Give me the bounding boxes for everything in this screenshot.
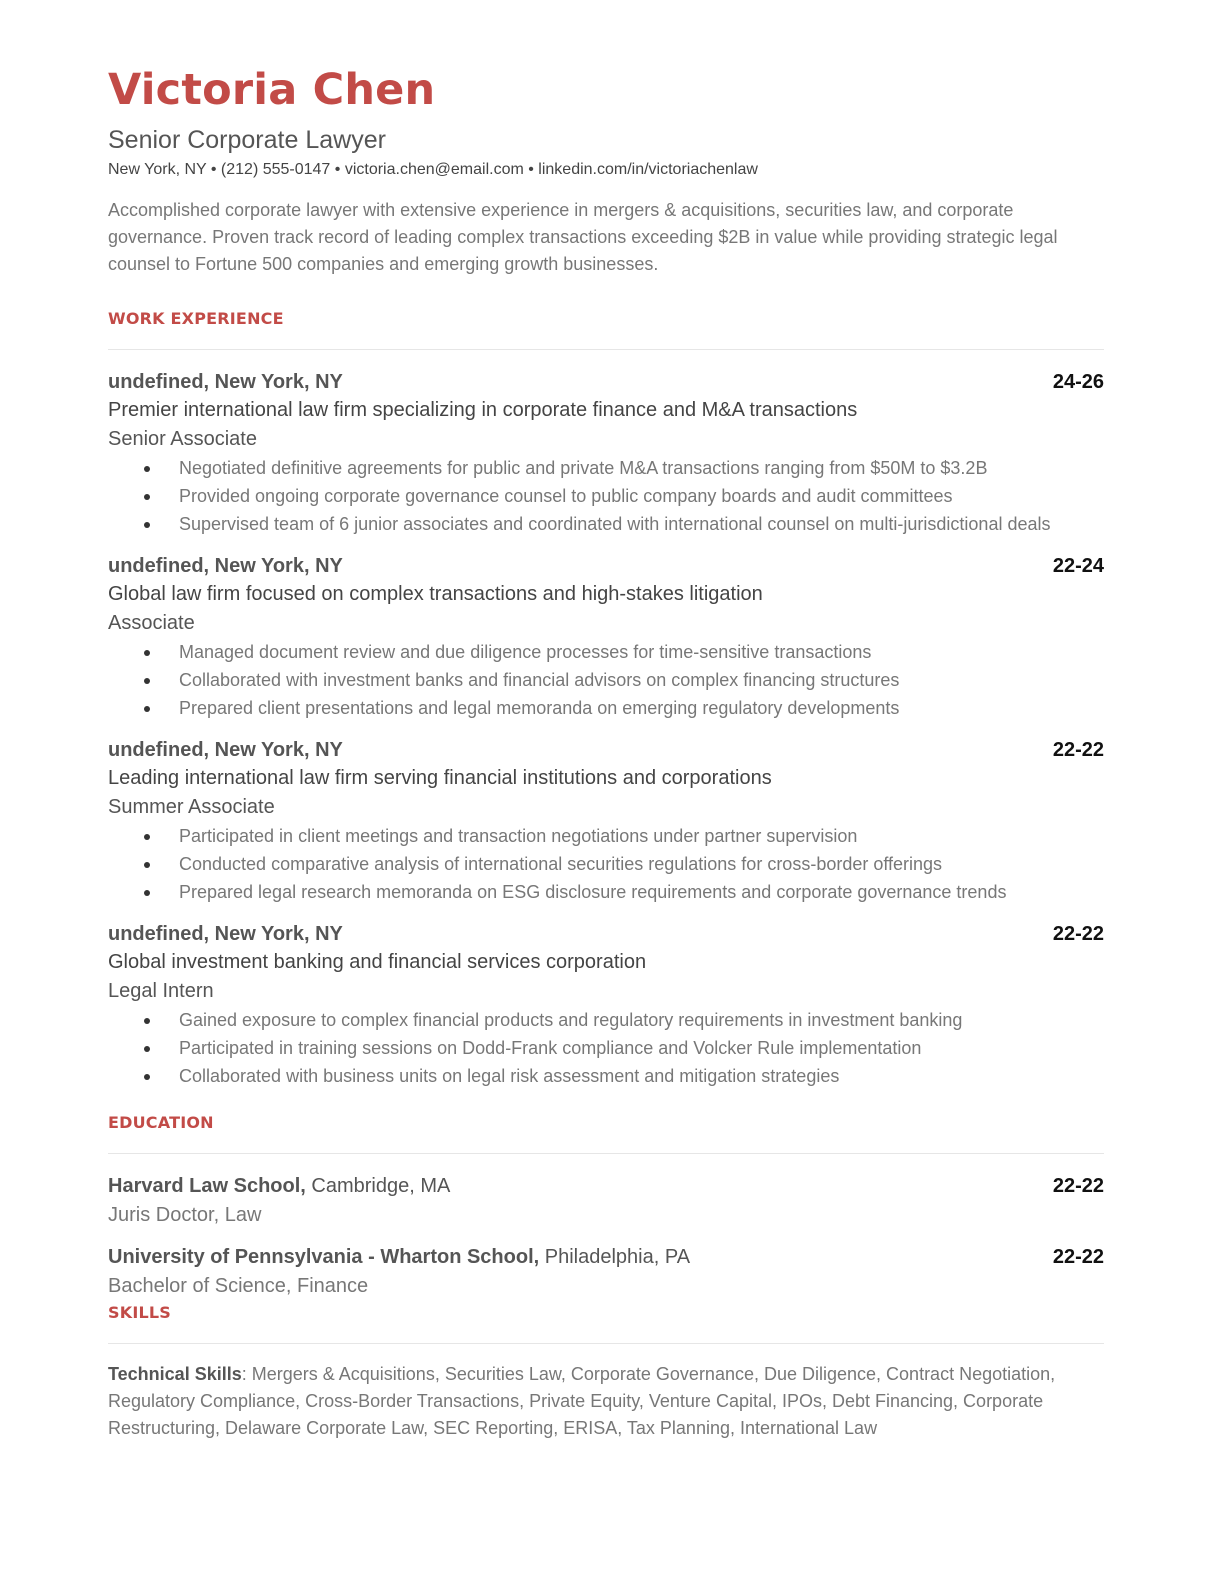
section-title-education: EDUCATION — [108, 1113, 214, 1132]
job-role: Senior Associate — [108, 428, 257, 450]
job-role: Associate — [108, 612, 195, 634]
job-dates: 22-24 — [1052, 555, 1104, 577]
job-company: undefined, New York, NY — [108, 371, 343, 393]
candidate-title: Senior Corporate Lawyer — [108, 126, 386, 154]
skills-label: Technical Skills — [108, 1364, 242, 1384]
section-divider — [108, 349, 1104, 350]
job-role: Legal Intern — [108, 980, 214, 1002]
job-entry — [108, 736, 1104, 906]
job-company: undefined, New York, NY — [108, 739, 343, 761]
job-bullets — [108, 823, 1104, 906]
summary: Accomplished corporate lawyer with extensive experience in mergers & acquisitions, securities law, and corporate governance. Proven track record of leading complex transactions exceeding $2B in value while providing strategic legal counsel to Fortune 500 companies and emerging growth businesses. — [108, 200, 1058, 274]
job-company: undefined, New York, NY — [108, 923, 343, 945]
list-item: Participated in client meetings and transaction negotiations under partner supervision — [179, 823, 1104, 850]
candidate-name: Victoria Chen — [108, 65, 436, 115]
education-dates: 22-22 — [1052, 1246, 1104, 1268]
education-degree: Bachelor of Science, Finance — [108, 1275, 369, 1297]
list-item: Provided ongoing corporate governance counsel to public company boards and audit committees — [179, 483, 1104, 510]
list-item: Negotiated definitive agreements for public and private M&A transactions ranging from $50M to $3.2B — [179, 455, 1104, 482]
list-item: Supervised team of 6 junior associates and coordinated with international counsel on multi-jurisdictional deals — [179, 511, 1104, 538]
education-dates: 22-22 — [1052, 1175, 1104, 1197]
list-item: Gained exposure to complex financial products and regulatory requirements in investment banking — [179, 1007, 1104, 1034]
list-item: Prepared client presentations and legal memoranda on emerging regulatory developments — [179, 695, 1104, 722]
contact-line: New York, NY • (212) 555-0147 • victoria.chen@email.com • linkedin.com/in/victoriachenlaw — [108, 161, 758, 178]
education-degree: Juris Doctor, Law — [108, 1204, 262, 1226]
job-description: Global investment banking and financial services corporation — [108, 951, 647, 973]
job-entry — [108, 552, 1104, 722]
skills-list: : Mergers & Acquisitions, Securities Law, Corporate Governance, Due Diligence, Contract Negotiation, Regulatory Compliance, Cross-Border Transactions, Private Equity, Venture Capital, IPOs, Debt Financing, Corporate Restructuring, Delaware Corporate Law, SEC Reporting, ERISA, Tax Planning, International Law — [108, 1364, 1056, 1438]
list-item: Conducted comparative analysis of international securities regulations for cross-border offerings — [179, 851, 1104, 878]
education-entry — [108, 1172, 1104, 1230]
education-school: University of Pennsylvania - Wharton School, — [108, 1246, 540, 1268]
skills-section — [108, 1302, 1104, 1442]
list-item: Participated in training sessions on Dodd-Frank compliance and Volcker Rule implementation — [179, 1035, 1104, 1062]
education-section — [108, 1112, 1104, 1301]
education-entry — [108, 1243, 1104, 1301]
job-description: Global law firm focused on complex transactions and high-stakes litigation — [108, 583, 763, 605]
education-school-line — [108, 1243, 690, 1272]
job-company: undefined, New York, NY — [108, 555, 343, 577]
job-bullets — [108, 639, 1104, 722]
education-school-line — [108, 1172, 450, 1201]
section-title-skills: SKILLS — [108, 1303, 171, 1322]
section-title-work: WORK EXPERIENCE — [108, 309, 284, 328]
list-item: Collaborated with business units on legal risk assessment and mitigation strategies — [179, 1063, 1104, 1090]
job-role: Summer Associate — [108, 796, 275, 818]
list-item: Prepared legal research memoranda on ESG disclosure requirements and corporate governance trends — [179, 879, 1104, 906]
education-location: Cambridge, MA — [305, 1175, 451, 1197]
job-dates: 24-26 — [1052, 371, 1104, 393]
job-dates: 22-22 — [1052, 923, 1104, 945]
section-divider — [108, 1343, 1104, 1344]
job-description: Leading international law firm serving financial institutions and corporations — [108, 767, 772, 789]
education-school: Harvard Law School, — [108, 1175, 306, 1197]
work-experience-section — [108, 308, 1104, 1090]
job-description: Premier international law firm specializing in corporate finance and M&A transactions — [108, 399, 858, 421]
list-item: Collaborated with investment banks and financial advisors on complex financing structures — [179, 667, 1104, 694]
education-location: Philadelphia, PA — [539, 1246, 691, 1268]
skills-text — [108, 1361, 1104, 1442]
job-bullets — [108, 1007, 1104, 1090]
job-entry — [108, 368, 1104, 538]
job-bullets — [108, 455, 1104, 538]
section-divider — [108, 1153, 1104, 1154]
list-item: Managed document review and due diligence processes for time-sensitive transactions — [179, 639, 1104, 666]
job-entry — [108, 920, 1104, 1090]
job-dates: 22-22 — [1052, 739, 1104, 761]
